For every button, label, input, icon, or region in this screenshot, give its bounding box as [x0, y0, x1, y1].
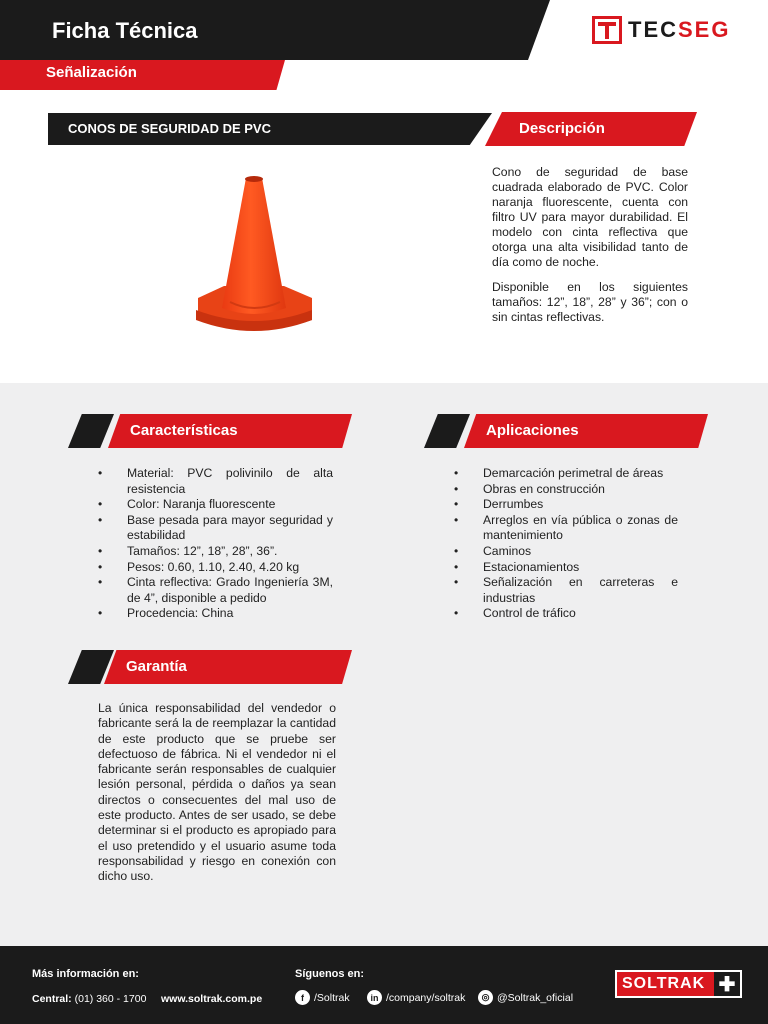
description-title: Descripción	[519, 120, 605, 137]
list-item: • Estacionamientos	[454, 560, 678, 576]
contact-line	[32, 993, 262, 1005]
facebook-link[interactable]	[295, 990, 350, 1005]
website-link[interactable]: www.soltrak.com.pe	[161, 993, 263, 1005]
list-item: • Tamaños: 12”, 18”, 28”, 36”.	[98, 544, 333, 560]
caracteristicas-title: Características	[130, 422, 238, 439]
garantia-title: Garantía	[126, 658, 187, 675]
instagram-icon: ◎	[478, 990, 493, 1005]
tecseg-logo-text: TECSEG	[628, 17, 731, 42]
linkedin-link[interactable]	[367, 990, 465, 1005]
traffic-cone-icon	[190, 170, 318, 340]
more-info-label: Más información en:	[32, 968, 139, 980]
facebook-icon: f	[295, 990, 310, 1005]
list-item: • Pesos: 0.60, 1.10, 2.40, 4.20 kg	[98, 560, 333, 576]
caracteristicas-list	[98, 466, 333, 622]
central-label: Central:	[32, 993, 72, 1005]
document-title: Ficha Técnica	[52, 18, 198, 43]
phone-number: (01) 360 - 1700	[74, 993, 147, 1005]
description-paragraph: Cono de seguridad de base cuadrada elaborado de PVC. Color naranja fluorescente, cuenta con filtro UV para mayor durabilidad. El modelo con cinta reflectiva que otorga una alta visibilidad tanto de día como de noche.	[492, 165, 688, 269]
product-title: CONOS DE SEGURIDAD DE PVC	[68, 121, 271, 136]
list-item: • Arreglos en vía pública o zonas de mantenimiento	[454, 513, 678, 544]
follow-label: Síguenos en:	[295, 968, 365, 980]
description-text	[492, 165, 688, 325]
aplicaciones-list	[454, 466, 678, 622]
linkedin-handle: /company/soltrak	[386, 991, 466, 1004]
description-paragraph: Disponible en los siguientes tamaños: 12”, 18”, 28” y 36”; con o sin cintas reflectivas.	[492, 280, 688, 324]
list-item: • Derrumbes	[454, 497, 678, 513]
footer	[0, 946, 768, 1024]
tecseg-logo	[592, 16, 730, 44]
list-item: • Base pesada para mayor seguridad y estabilidad	[98, 513, 333, 544]
soltrak-logo-text: SOLTRAK	[622, 975, 706, 992]
list-item: • Material: PVC polivinilo de alta resistencia	[98, 466, 333, 497]
instagram-link[interactable]	[478, 990, 573, 1005]
facebook-handle: /Soltrak	[314, 991, 350, 1004]
header-red-band	[0, 60, 285, 90]
tecseg-logo-icon	[592, 16, 622, 44]
soltrak-plus-icon: ✚	[714, 972, 740, 996]
instagram-handle: @Soltrak_oficial	[497, 991, 574, 1004]
list-item: • Color: Naranja fluorescente	[98, 497, 333, 513]
list-item: • Señalización en carreteras e industrias	[454, 575, 678, 606]
list-item: • Cinta reflectiva: Grado Ingeniería 3M, de 4”, disponible a pedido	[98, 575, 333, 606]
list-item: • Procedencia: China	[98, 606, 333, 622]
list-item: • Obras en construcción	[454, 482, 678, 498]
aplicaciones-title: Aplicaciones	[486, 422, 579, 439]
list-item: • Caminos	[454, 544, 678, 560]
soltrak-logo	[615, 970, 742, 998]
garantia-text: La única responsabilidad del vendedor o fabricante será la de reemplazar la cantidad de este producto que se pruebe ser defectuoso de fábrica. Ni el vendedor ni el fabricante serán responsables de cualquier lesión personal, pérdida o daños ya sean directos o consecuentes del mal uso de este producto. Antes de ser usado, se debe determinar si el producto es apropiado para el uso pretendido y el usuario asume toda responsabilidad y riesgo en conexión con dicho uso.	[98, 701, 336, 884]
list-item: • Control de tráfico	[454, 606, 678, 622]
section-label: Señalización	[46, 64, 137, 81]
list-item: • Demarcación perimetral de áreas	[454, 466, 678, 482]
linkedin-icon: in	[367, 990, 382, 1005]
